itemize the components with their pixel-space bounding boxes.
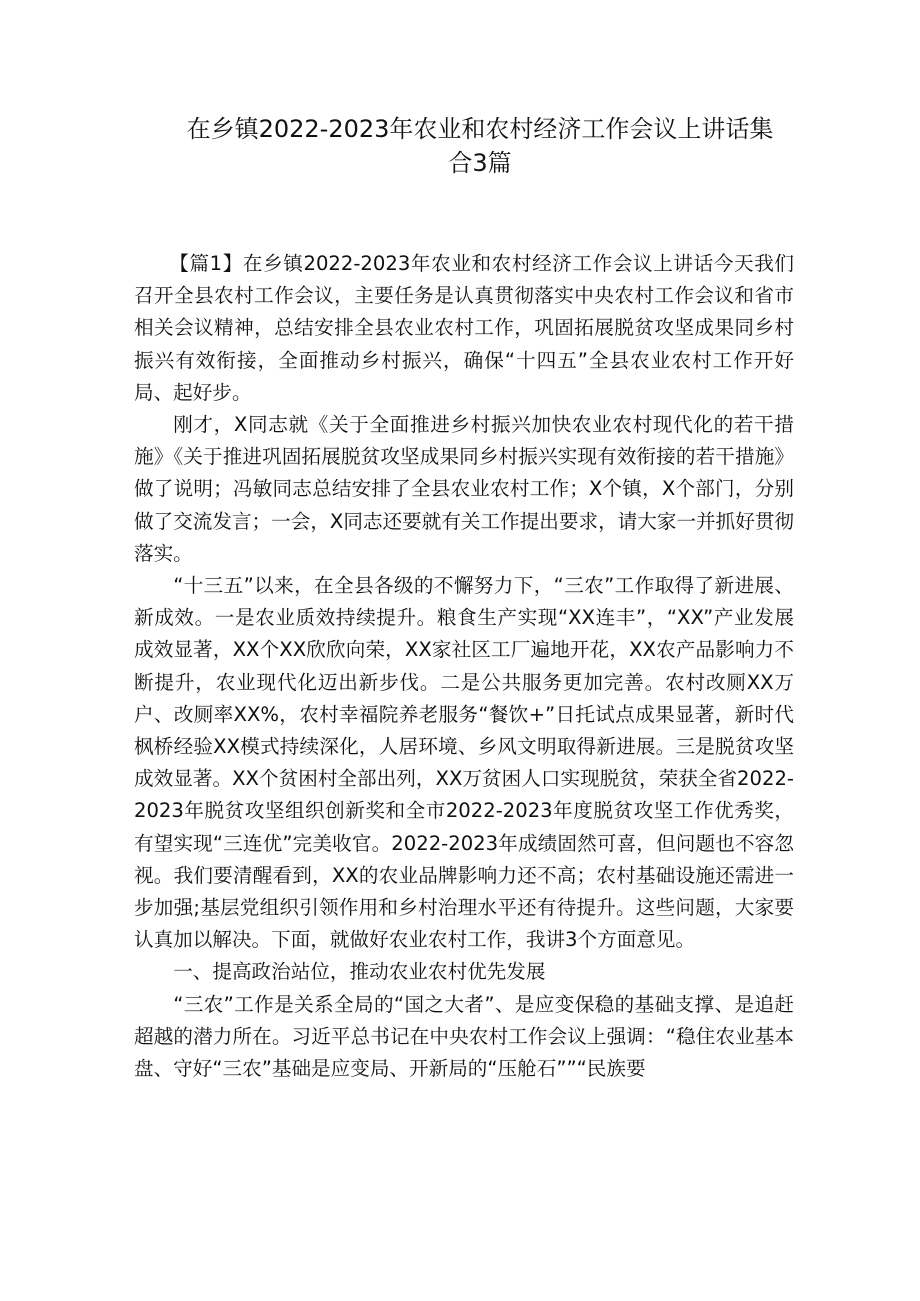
document-body xyxy=(134,248,794,1085)
paragraph-section-1: “三农”工作是关系全局的“国之大者”、是应变保稳的基础支撑、是追赶超越的潜力所在。习近平总书记在中央农村工作会议上强调：“稳住农业基本盘、守好“三农”基础是应变局、开新局的“压舱石””“民族要 xyxy=(134,992,794,1081)
section-heading-1: 一、提高政治站位，推动农业农村优先发展 xyxy=(173,960,546,984)
document-title-line-1: 在乡镇2022-2023年农业和农村经济工作会议上讲话集 xyxy=(186,115,774,143)
document-title-line-2: 合3篇 xyxy=(448,149,512,177)
paragraph-achievements: “十三五”以来，在全县各级的不懈努力下，“三农”工作取得了新进展、新成效。一是农业质效持续提升。粮食生产实现“XX连丰”，“XX”产业发展成效显著，XX个XX欣欣向荣，XX家社区工厂遍地开花，XX农产品影响力不断提升，农业现代化迈出新步伐。二是公共服务更加完善。农村改厕XX万户、改厕率XX%，农村幸福院养老服务“餐饮+”日托试点成果显著，新时代枫桥经验XX模式持续深化，人居环境、乡风文明取得新进展。三是脱贫攻坚成效显著。XX个贫困村全部出列，XX万贫困人口实现脱贫，荣获全省2022-2023年脱贫攻坚组织创新奖和全市2022-2023年度脱贫攻坚工作优秀奖，有望实现“三连优”完美收官。2022-2023年成绩固然可喜，但问题也不容忽视。我们要清醒看到，XX的农业品牌影响力还不高；农村基础设施还需进一步加强;基层党组织引领作用和乡村治理水平还有待提升。这些问题，大家要认真加以解决。下面，就做好农业农村工作，我讲3个方面意见。 xyxy=(134,574,794,952)
document-title xyxy=(130,112,830,180)
paragraph-explanation: 刚才，X同志就《关于全面推进乡村振兴加快农业农村现代化的若干措施》《关于推进巩固拓展脱贫攻坚成果同乡村振兴实现有效衔接的若干措施》做了说明；冯敏同志总结安排了全县农业农村工作；X个镇，X个部门，分别做了交流发言；一会，X同志还要就有关工作提出要求，请大家一并抓好贯彻落实。 xyxy=(134,413,795,565)
paragraph-intro: 【篇1】在乡镇2022-2023年农业和农村经济工作会议上讲话今天我们召开全县农村工作会议，主要任务是认真贯彻落实中央农村工作会议和省市相关会议精神，总结安排全县农业农村工作，巩固拓展脱贫攻坚成果同乡村振兴有效衔接，全面推动乡村振兴，确保“十四五”全县农业农村工作开好局、起好步。 xyxy=(134,252,794,404)
